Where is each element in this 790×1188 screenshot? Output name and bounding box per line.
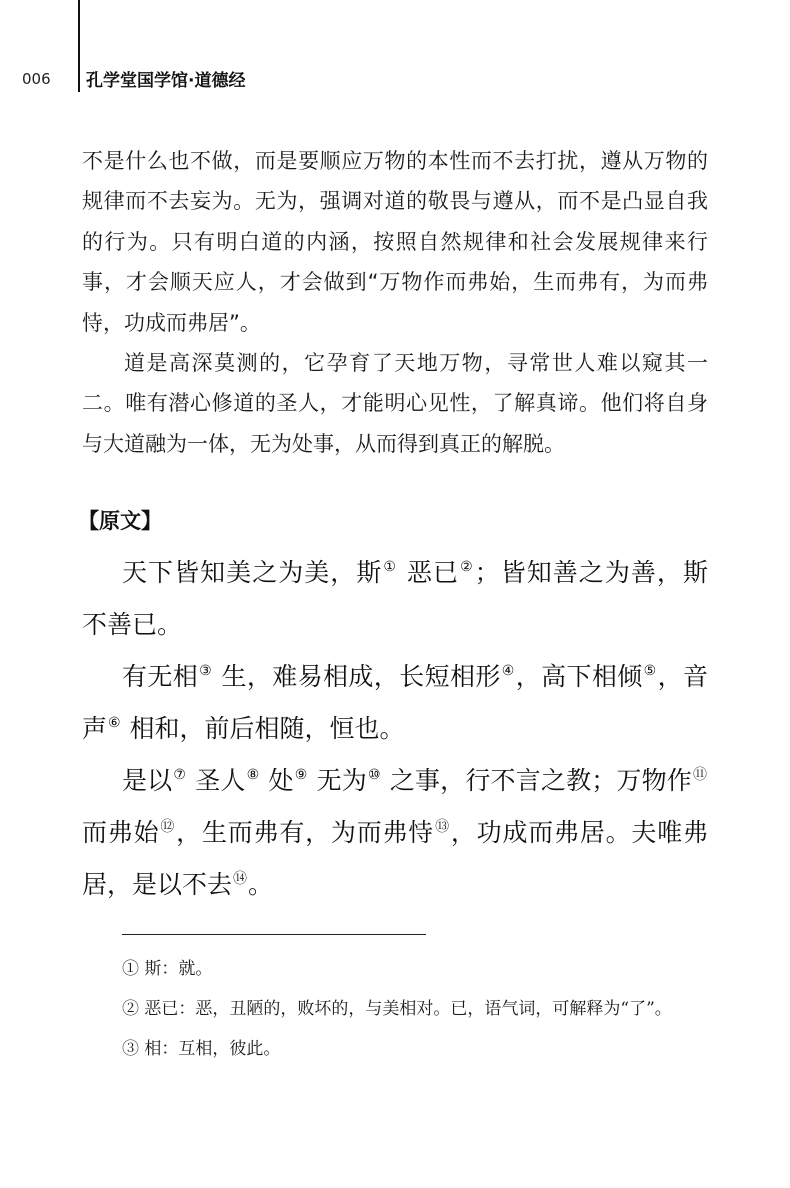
header-vertical-rule [78, 0, 80, 92]
footnote-ref-9[interactable]: ⑨ [294, 766, 308, 783]
footnote-divider [122, 934, 426, 935]
footnote-1: ① 斯：就。 [122, 959, 213, 979]
footnote-ref-6[interactable]: ⑥ [108, 714, 121, 731]
footnote-ref-13[interactable]: ⑬ [435, 818, 450, 835]
footnote-ref-11[interactable]: ⑪ [692, 766, 707, 783]
footnote-ref-10[interactable]: ⑩ [367, 766, 381, 783]
footnote-ref-1[interactable]: ① [383, 558, 397, 575]
footnote-3: ③ 相：互相，彼此。 [122, 1039, 281, 1059]
footnote-ref-4[interactable]: ④ [501, 662, 515, 679]
footnote-ref-8[interactable]: ⑧ [246, 766, 260, 783]
verse-2 [82, 651, 708, 755]
footnote-ref-7[interactable]: ⑦ [173, 766, 187, 783]
verse-text: ；皆知善之为善，斯不善已。 [82, 558, 708, 639]
intro-text [82, 141, 708, 464]
verse-text: 之事，行不言之教；万物作 [389, 766, 692, 795]
intro-paragraph-2: 道是高深莫测的，它孕育了天地万物，寻常世人难以窥其一二。唯有潜心修道的圣人，才能明心见性，了解真谛。他们将自身与大道融为一体，无为处事，从而得到真正的解脱。 [82, 351, 708, 456]
verse-1 [82, 547, 708, 651]
verse-text: ，音声 [82, 662, 708, 743]
verse-text: 无为 [316, 766, 367, 795]
verse-text: ，功成而弗居。夫唯弗居，是以不去 [82, 818, 708, 899]
verse-text: 而弗始 [82, 818, 160, 847]
verse-text: 生，难易相成，长短相形 [221, 662, 501, 691]
verse-text: 圣人 [195, 766, 246, 795]
footnote-ref-3[interactable]: ③ [199, 662, 213, 679]
footnote-2: ② 恶已：恶，丑陋的，败坏的，与美相对。已，语气词，可解释为“了”。 [122, 999, 672, 1019]
page-number: 006 [22, 70, 51, 88]
footnote-ref-2[interactable]: ② [460, 558, 474, 575]
verse-text: 处 [268, 766, 294, 795]
footnote-ref-5[interactable]: ⑤ [643, 662, 657, 679]
intro-paragraph-1: 不是什么也不做，而是要顺应万物的本性而不去打扰，遵从万物的规律而不去妄为。无为，强调对道的敬畏与遵从，而不是凸显自我的行为。只有明白道的内涵，按照自然规律和社会发展规律来行事，才会顺天应人，才会做到“万物作而弗始，生而弗有，为而弗恃，功成而弗居”。 [82, 149, 708, 335]
verse-text: 天下皆知美之为美，斯 [122, 558, 383, 587]
footnote-ref-14[interactable]: ⑭ [233, 870, 248, 887]
verse-text: 。 [248, 870, 274, 899]
running-title: 孔学堂国学馆·道德经 [86, 71, 246, 91]
section-heading-original-text: 【原文】 [78, 509, 162, 533]
verse-text: 恶已 [406, 558, 460, 587]
verse-3 [82, 755, 708, 911]
verse-text: ，生而弗有，为而弗恃 [176, 818, 435, 847]
verse-text: ，高下相倾 [515, 662, 643, 691]
verse-text: 有无相 [122, 662, 199, 691]
footnote-ref-12[interactable]: ⑫ [160, 818, 176, 835]
footnotes [82, 951, 708, 1071]
verse-text: 相和，前后相随，恒也。 [129, 714, 405, 743]
verse-text: 是以 [122, 766, 173, 795]
